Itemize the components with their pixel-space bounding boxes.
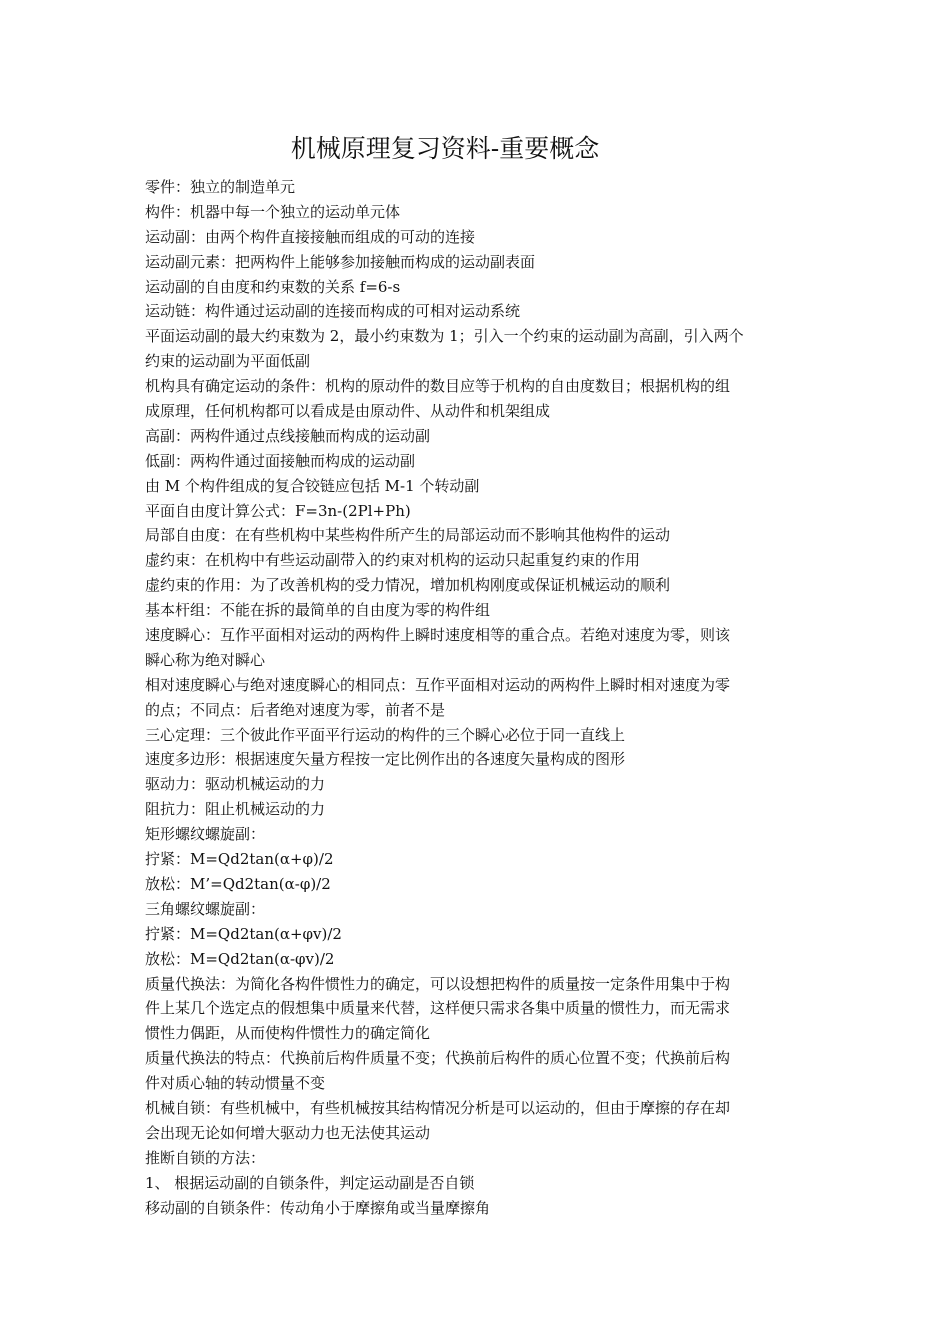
text-line: 惯性力偶距，从而使构件惯性力的确定简化 — [145, 1024, 431, 1043]
text-line: 拧紧：M=Qd2tan(α+φv)/2 — [145, 924, 342, 943]
text-line: 平面自由度计算公式：F=3n-(2Pl+Ph) — [145, 501, 411, 520]
text-line: 虚约束的作用：为了改善机构的受力情况，增加机构刚度或保证机械运动的顺利 — [145, 576, 671, 595]
text-line: 质量代换法的特点：代换前后构件质量不变；代换前后构件的质心位置不变；代换前后构 — [145, 1049, 731, 1068]
text-line: 零件：独立的制造单元 — [145, 178, 296, 196]
text-line: 速度多边形：根据速度矢量方程按一定比例作出的各速度矢量构成的图形 — [145, 750, 626, 769]
text-line: 拧紧：M=Qd2tan(α+φ)/2 — [145, 850, 334, 869]
text-line: 虚约束：在机构中有些运动副带入的约束对机构的运动只起重复约束的作用 — [145, 551, 641, 570]
text-line: 会出现无论如何增大驱动力也无法使其运动 — [145, 1123, 431, 1142]
text-line: 的点；不同点：后者绝对速度为零，前者不是 — [145, 700, 446, 719]
text-line: 高副：两构件通过点线接触而构成的运动副 — [145, 426, 431, 445]
text-line: 运动副的自由度和约束数的关系 f=6-s — [145, 277, 401, 296]
text-line: 机械自锁：有些机械中，有些机械按其结构情况分析是可以运动的，但由于摩擦的存在却 — [145, 1098, 731, 1117]
text-line: 驱动力：驱动机械运动的力 — [145, 775, 326, 794]
text-line: 平面运动副的最大约束数为 2，最小约束数为 1；引入一个约束的运动副为高副，引入两个 — [145, 327, 744, 346]
text-line: 三角螺纹螺旋副： — [145, 899, 266, 918]
text-line: 低副：两构件通过面接触而构成的运动副 — [145, 451, 416, 470]
text-line: 构件：机器中每一个独立的运动单元体 — [145, 202, 401, 221]
text-line: 约束的运动副为平面低副 — [145, 352, 311, 371]
text-line: 移动副的自锁条件：传动角小于摩擦角或当量摩擦角 — [145, 1198, 491, 1217]
text-line: 基本杆组：不能在拆的最简单的自由度为零的构件组 — [145, 601, 491, 620]
text-line: 件对质心轴的转动惯量不变 — [145, 1074, 326, 1093]
text-line: 放松：M=Qd2tan(α-φv)/2 — [145, 949, 335, 968]
document-title: 机械原理复习资料-重要概念 — [290, 134, 600, 163]
document-body — [145, 175, 813, 1220]
text-line: 速度瞬心：互作平面相对运动的两构件上瞬时速度相等的重合点。若绝对速度为零，则该 — [145, 626, 731, 645]
text-line: 1、 根据运动副的自锁条件，判定运动副是否自锁 — [145, 1173, 475, 1192]
text-line: 推断自锁的方法： — [145, 1148, 266, 1167]
text-line: 矩形螺纹螺旋副： — [145, 825, 266, 844]
text-line: 件上某几个选定点的假想集中质量来代替，这样便只需求各集中质量的惯性力，而无需求 — [145, 999, 731, 1018]
text-line: 放松：M’=Qd2tan(α-φ)/2 — [145, 874, 331, 893]
text-line: 相对速度瞬心与绝对速度瞬心的相同点：互作平面相对运动的两构件上瞬时相对速度为零 — [145, 675, 731, 694]
text-line: 运动链：构件通过运动副的连接而构成的可相对运动系统 — [145, 302, 521, 321]
text-line: 阻抗力：阻止机械运动的力 — [145, 800, 326, 819]
text-line: 机构具有确定运动的条件：机构的原动件的数目应等于机构的自由度数目；根据机构的组 — [145, 377, 731, 396]
text-line: 运动副：由两个构件直接接触而组成的可动的连接 — [145, 227, 476, 246]
text-line: 瞬心称为绝对瞬心 — [145, 650, 266, 669]
text-line: 运动副元素：把两构件上能够参加接触而构成的运动副表面 — [145, 252, 536, 271]
text-line: 成原理，任何机构都可以看成是由原动件、从动件和机架组成 — [145, 402, 551, 421]
text-line: 由 M 个构件组成的复合铰链应包括 M-1 个转动副 — [145, 476, 480, 495]
text-line: 质量代换法：为简化各构件惯性力的确定，可以设想把构件的质量按一定条件用集中于构 — [145, 974, 731, 993]
text-line: 三心定理：三个彼此作平面平行运动的构件的三个瞬心必位于同一直线上 — [145, 725, 626, 744]
text-line: 局部自由度：在有些机构中某些构件所产生的局部运动而不影响其他构件的运动 — [145, 526, 671, 545]
